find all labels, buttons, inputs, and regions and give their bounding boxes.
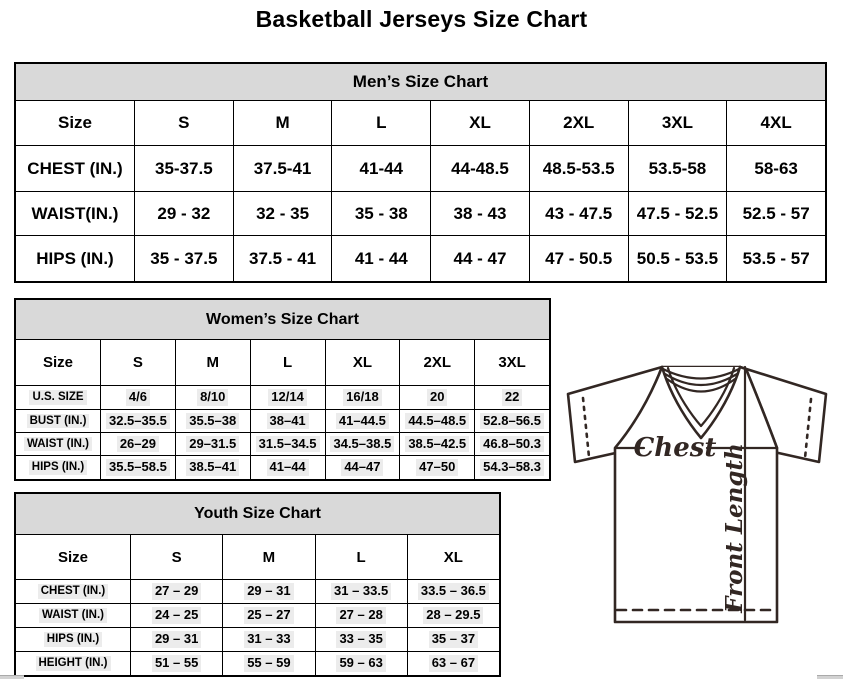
cell-text: 32.5–35.5 bbox=[106, 413, 170, 429]
cell-text: 27 – 29 bbox=[152, 583, 201, 599]
header-cell: S bbox=[130, 535, 222, 579]
cell-text: 63 – 67 bbox=[429, 655, 478, 671]
value-cell bbox=[222, 652, 314, 675]
cell-text: 4/6 bbox=[126, 389, 150, 405]
cell-text: 52.8–56.5 bbox=[480, 413, 544, 429]
value-cell bbox=[100, 410, 175, 432]
value-cell bbox=[315, 580, 407, 603]
youth-chest-row bbox=[16, 579, 499, 603]
cell-text: 44–47 bbox=[341, 459, 383, 475]
value-cell: 35 - 38 bbox=[331, 192, 430, 235]
womens-table-title: Women’s Size Chart bbox=[16, 300, 549, 340]
value-cell bbox=[407, 652, 499, 675]
cell-text: 31.5–34.5 bbox=[256, 436, 320, 452]
value-cell: 53.5 - 57 bbox=[726, 236, 825, 281]
header-cell: L bbox=[315, 535, 407, 579]
row-label-cell bbox=[16, 433, 100, 455]
value-cell bbox=[399, 410, 474, 432]
cell-text: WAIST (IN.) bbox=[39, 608, 107, 622]
youth-header-row bbox=[16, 535, 499, 579]
cell-text: 54.3–58.3 bbox=[480, 459, 544, 475]
value-cell bbox=[474, 456, 549, 479]
youth-height-row bbox=[16, 651, 499, 675]
value-cell bbox=[175, 456, 250, 479]
cell-text: 26–29 bbox=[117, 436, 159, 452]
value-cell: 43 - 47.5 bbox=[529, 192, 628, 235]
value-cell bbox=[315, 604, 407, 627]
header-cell: 2XL bbox=[399, 340, 474, 385]
cell-text: HIPS (IN.) bbox=[29, 460, 87, 474]
cell-text: 35 – 37 bbox=[429, 631, 478, 647]
youth-table-title: Youth Size Chart bbox=[16, 494, 499, 535]
value-cell bbox=[222, 628, 314, 651]
youth-waist-row bbox=[16, 603, 499, 627]
value-cell bbox=[222, 604, 314, 627]
cell-text: 51 – 55 bbox=[152, 655, 201, 671]
value-cell bbox=[250, 456, 325, 479]
mens-header-row bbox=[16, 101, 825, 145]
header-cell: 4XL bbox=[726, 101, 825, 145]
cell-text: 59 – 63 bbox=[336, 655, 385, 671]
cell-text: 27 – 28 bbox=[336, 607, 385, 623]
value-cell: 41 - 44 bbox=[331, 236, 430, 281]
row-label-cell bbox=[16, 386, 100, 409]
header-cell: 3XL bbox=[628, 101, 727, 145]
value-cell bbox=[250, 386, 325, 409]
value-cell: 44-48.5 bbox=[430, 146, 529, 191]
cell-text: 25 – 27 bbox=[244, 607, 293, 623]
womens-hips-row bbox=[16, 455, 549, 479]
header-cell: XL bbox=[430, 101, 529, 145]
value-cell: 35-37.5 bbox=[134, 146, 233, 191]
mens-table-title: Men’s Size Chart bbox=[16, 64, 825, 101]
value-cell bbox=[130, 628, 222, 651]
value-cell bbox=[325, 386, 400, 409]
value-cell: 41-44 bbox=[331, 146, 430, 191]
cell-text: CHEST (IN.) bbox=[38, 584, 109, 598]
cell-text: 55 – 59 bbox=[244, 655, 293, 671]
row-label-cell bbox=[16, 652, 130, 675]
header-cell: L bbox=[331, 101, 430, 145]
value-cell bbox=[175, 433, 250, 455]
value-cell: 37.5 - 41 bbox=[233, 236, 332, 281]
cell-text: 12/14 bbox=[268, 389, 307, 405]
mens-size-chart-table bbox=[14, 62, 827, 283]
value-cell bbox=[399, 433, 474, 455]
header-cell: M bbox=[233, 101, 332, 145]
header-cell: XL bbox=[325, 340, 400, 385]
cell-text: 41–44 bbox=[267, 459, 309, 475]
womens-us-size-row bbox=[16, 385, 549, 409]
row-label-cell bbox=[16, 604, 130, 627]
cell-text: 16/18 bbox=[343, 389, 382, 405]
value-cell: 53.5-58 bbox=[628, 146, 727, 191]
value-cell bbox=[100, 386, 175, 409]
value-cell: 48.5-53.5 bbox=[529, 146, 628, 191]
header-cell: S bbox=[134, 101, 233, 145]
mens-chest-row bbox=[16, 145, 825, 191]
cell-text: 47–50 bbox=[416, 459, 458, 475]
front-length-label: Front Length bbox=[721, 443, 748, 613]
row-label-cell: WAIST(IN.) bbox=[31, 203, 119, 223]
cell-text: 35.5–38 bbox=[186, 413, 239, 429]
value-cell: 44 - 47 bbox=[430, 236, 529, 281]
cell-text: 44.5–48.5 bbox=[405, 413, 469, 429]
header-cell: XL bbox=[407, 535, 499, 579]
cell-text: 46.8–50.3 bbox=[480, 436, 544, 452]
header-cell: L bbox=[250, 340, 325, 385]
header-cell: 2XL bbox=[529, 101, 628, 145]
cell-text: 24 – 25 bbox=[152, 607, 201, 623]
womens-size-chart-table bbox=[14, 298, 551, 481]
cell-text: 28 – 29.5 bbox=[423, 607, 483, 623]
value-cell bbox=[100, 456, 175, 479]
row-label-cell: CHEST (IN.) bbox=[27, 158, 123, 178]
horizontal-scrollbar-right-button[interactable] bbox=[817, 675, 843, 679]
cell-text: 22 bbox=[502, 389, 522, 405]
jersey-measurement-diagram bbox=[556, 358, 843, 634]
cell-text: 8/10 bbox=[197, 389, 228, 405]
value-cell: 47 - 50.5 bbox=[529, 236, 628, 281]
value-cell: 35 - 37.5 bbox=[134, 236, 233, 281]
cell-text: 38.5–42.5 bbox=[405, 436, 469, 452]
value-cell bbox=[175, 386, 250, 409]
value-cell bbox=[250, 433, 325, 455]
cell-text: 41–44.5 bbox=[336, 413, 389, 429]
header-cell: Size bbox=[57, 548, 88, 566]
header-cell: M bbox=[175, 340, 250, 385]
value-cell bbox=[325, 456, 400, 479]
youth-hips-row bbox=[16, 627, 499, 651]
value-cell: 52.5 - 57 bbox=[726, 192, 825, 235]
value-cell bbox=[100, 433, 175, 455]
value-cell bbox=[175, 410, 250, 432]
womens-header-row bbox=[16, 340, 549, 385]
row-label-cell bbox=[16, 456, 100, 479]
cell-text: 20 bbox=[427, 389, 447, 405]
cell-text: 35.5–58.5 bbox=[106, 459, 170, 475]
value-cell bbox=[222, 580, 314, 603]
value-cell bbox=[474, 410, 549, 432]
value-cell: 58-63 bbox=[726, 146, 825, 191]
value-cell bbox=[399, 386, 474, 409]
value-cell bbox=[325, 410, 400, 432]
header-cell: 3XL bbox=[474, 340, 549, 385]
cell-text: 38–41 bbox=[267, 413, 309, 429]
value-cell bbox=[474, 386, 549, 409]
cell-text: 34.5–38.5 bbox=[330, 436, 394, 452]
row-label-cell: HIPS (IN.) bbox=[36, 248, 114, 268]
cell-text: HIPS (IN.) bbox=[44, 632, 102, 646]
cell-text: 29 – 31 bbox=[244, 583, 293, 599]
mens-waist-row bbox=[16, 191, 825, 235]
row-label-cell bbox=[16, 410, 100, 432]
cell-text: HEIGHT (IN.) bbox=[36, 656, 111, 670]
cell-text: U.S. SIZE bbox=[29, 390, 86, 404]
value-cell bbox=[407, 604, 499, 627]
cell-text: 31 – 33.5 bbox=[331, 583, 391, 599]
value-cell: 32 - 35 bbox=[233, 192, 332, 235]
row-label-cell bbox=[16, 628, 130, 651]
womens-bust-row bbox=[16, 409, 549, 432]
header-cell: Size bbox=[57, 113, 93, 132]
value-cell bbox=[250, 410, 325, 432]
youth-size-chart-table bbox=[14, 492, 501, 677]
mens-hips-row bbox=[16, 235, 825, 281]
cell-text: 33.5 – 36.5 bbox=[418, 583, 489, 599]
cell-text: 29 – 31 bbox=[152, 631, 201, 647]
value-cell: 47.5 - 52.5 bbox=[628, 192, 727, 235]
value-cell: 50.5 - 53.5 bbox=[628, 236, 727, 281]
value-cell bbox=[474, 433, 549, 455]
value-cell bbox=[130, 652, 222, 675]
value-cell bbox=[407, 580, 499, 603]
value-cell bbox=[325, 433, 400, 455]
cell-text: 31 – 33 bbox=[244, 631, 293, 647]
value-cell: 29 - 32 bbox=[134, 192, 233, 235]
cell-text: 29–31.5 bbox=[186, 436, 239, 452]
header-cell: S bbox=[100, 340, 175, 385]
page-title: Basketball Jerseys Size Chart bbox=[255, 6, 588, 32]
value-cell bbox=[315, 652, 407, 675]
womens-waist-row bbox=[16, 432, 549, 455]
value-cell bbox=[130, 604, 222, 627]
cell-text: 38.5–41 bbox=[186, 459, 239, 475]
value-cell bbox=[399, 456, 474, 479]
jersey-diagram-drawing bbox=[556, 358, 843, 634]
value-cell bbox=[130, 580, 222, 603]
horizontal-scrollbar-left-button[interactable] bbox=[0, 675, 24, 679]
header-cell: Size bbox=[42, 354, 73, 371]
value-cell: 37.5-41 bbox=[233, 146, 332, 191]
chest-label: Chest bbox=[633, 433, 717, 463]
header-cell: M bbox=[222, 535, 314, 579]
cell-text: BUST (IN.) bbox=[27, 414, 90, 428]
value-cell bbox=[315, 628, 407, 651]
value-cell bbox=[407, 628, 499, 651]
value-cell: 38 - 43 bbox=[430, 192, 529, 235]
cell-text: WAIST (IN.) bbox=[24, 437, 92, 451]
row-label-cell bbox=[16, 580, 130, 603]
cell-text: 33 – 35 bbox=[336, 631, 385, 647]
